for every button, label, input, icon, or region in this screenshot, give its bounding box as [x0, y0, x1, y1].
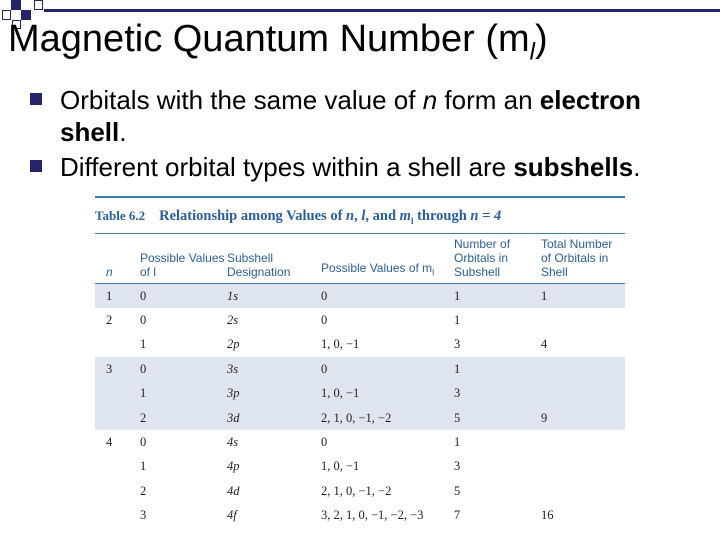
- table-cell: [95, 479, 140, 503]
- table-cell: 1: [140, 382, 227, 406]
- table-cell: 1: [541, 284, 625, 309]
- table-cell: 1: [454, 357, 541, 381]
- table-cell: 1: [95, 284, 140, 309]
- caption-var: l: [361, 208, 366, 224]
- table-cell: 1: [140, 459, 147, 474]
- table-cell: 4: [541, 337, 548, 352]
- bullet-term: electron shell: [60, 85, 641, 147]
- table-row: [95, 406, 625, 430]
- header-n: n: [106, 265, 113, 279]
- table-cell: 0: [140, 357, 227, 381]
- table-cell: 4p: [227, 459, 240, 474]
- caption-text: ,: [354, 208, 362, 224]
- caption-text: Relationship among Values of: [159, 208, 347, 224]
- table-cell: 2, 1, 0, −1, −2: [321, 406, 454, 430]
- caption-sub: l: [410, 215, 414, 226]
- header-ml: Possible Values of $m_l$: [321, 260, 435, 277]
- table-cell: 4d: [227, 483, 240, 498]
- table-cell: [95, 406, 140, 430]
- decorative-square-outline: [34, 0, 43, 10]
- title-text: Magnetic Quantum Number (m: [8, 18, 530, 60]
- table-cell: 1s: [227, 284, 321, 309]
- table-cell: [541, 357, 625, 381]
- table-label: Table 6.2: [95, 208, 146, 223]
- table-cell: 0: [321, 435, 328, 450]
- table-row: [95, 308, 625, 332]
- bullet-text: Different orbital types within a shell are: [60, 152, 514, 182]
- caption-var: m: [399, 208, 411, 224]
- table-row: [95, 357, 625, 381]
- caption-text: , and: [365, 208, 400, 224]
- caption-text: through: [413, 208, 471, 224]
- table-cell: 2, 1, 0, −1, −2: [321, 483, 392, 498]
- table-cell: 2: [140, 483, 147, 498]
- table-cell: 1, 0, −1: [321, 459, 360, 474]
- table-cell: 0: [321, 357, 454, 381]
- table-cell: [541, 308, 625, 332]
- square-bullet-icon: [30, 93, 42, 105]
- table-cell: [541, 382, 625, 406]
- table-cell: [95, 504, 140, 528]
- table-cell: 5: [454, 406, 541, 430]
- table-cell: 1, 0, −1: [321, 382, 454, 406]
- table-header-row: [95, 234, 625, 284]
- bullet-term: subshells: [513, 152, 634, 182]
- table-cell: 7: [454, 508, 461, 523]
- table-cell: [95, 382, 140, 406]
- table-cell: [541, 430, 625, 454]
- header-total: Total Number of Orbitals in Shell: [541, 237, 613, 279]
- table-cell: 2p: [227, 337, 240, 352]
- table-row: [95, 504, 625, 528]
- table-row: [95, 382, 625, 406]
- table-cell: 3p: [227, 382, 321, 406]
- header-subshell: Subshell Designation: [227, 251, 291, 279]
- table-row: [95, 455, 625, 479]
- table-cell: 1: [454, 435, 461, 450]
- slide-title: [8, 14, 548, 78]
- table-cell: 3: [454, 459, 461, 474]
- table-cell: 0: [140, 435, 147, 450]
- bullet-text: .: [119, 117, 127, 147]
- table-cell: 16: [541, 508, 554, 523]
- table-cell: 4f: [227, 508, 237, 523]
- table-cell: 1: [454, 313, 461, 328]
- table-cell: 3: [140, 508, 147, 523]
- title-rule: [44, 9, 720, 12]
- data-table: [95, 234, 625, 528]
- table-row: [95, 430, 625, 454]
- table-cell: 1, 0, −1: [321, 337, 360, 352]
- bullet-item: [30, 151, 700, 183]
- table-cell: 3d: [227, 406, 321, 430]
- orbital-table: [95, 196, 625, 528]
- header-l: Possible Values of l: [140, 251, 225, 279]
- title-subscript: l: [529, 38, 535, 66]
- bullet-text: form an: [437, 85, 540, 115]
- table-cell: 0: [321, 313, 328, 328]
- bullet-variable: n: [422, 85, 438, 115]
- table-cell: 3: [95, 357, 140, 381]
- table-caption: [95, 198, 625, 234]
- table-cell: 4s: [227, 435, 239, 450]
- table-cell: 3: [454, 337, 461, 352]
- table-cell: 3, 2, 1, 0, −1, −2, −3: [321, 508, 424, 523]
- table-cell: 3: [454, 382, 541, 406]
- table-cell: 0: [140, 284, 227, 309]
- table-cell: [541, 455, 625, 479]
- table-cell: 1: [454, 284, 541, 309]
- header-orbitals: Number of Orbitals in Subshell: [454, 237, 511, 279]
- table-cell: [541, 479, 625, 503]
- table-row: [95, 284, 625, 309]
- table-cell: [95, 333, 140, 357]
- table-cell: 0: [321, 284, 454, 309]
- table-row: [95, 333, 625, 357]
- table-cell: 2: [106, 313, 113, 328]
- table-cell: 2: [140, 406, 227, 430]
- bullet-text: .: [633, 152, 641, 182]
- table-cell: 5: [454, 483, 461, 498]
- caption-var: n = 4: [470, 208, 502, 224]
- table-cell: 4: [106, 435, 113, 450]
- table-cell: 3s: [227, 357, 321, 381]
- table-cell: 9: [541, 406, 625, 430]
- bullet-text: Orbitals with the same value of: [60, 85, 423, 115]
- table-cell: 0: [140, 313, 147, 328]
- decorative-square: [11, 0, 21, 10]
- square-bullet-icon: [30, 160, 42, 172]
- caption-var: n: [346, 208, 355, 224]
- bullet-list: [30, 84, 700, 186]
- bullet-item: [30, 84, 700, 148]
- title-close: ): [534, 18, 548, 60]
- table-cell: 2s: [227, 313, 239, 328]
- table-row: [95, 479, 625, 503]
- table-cell: 1: [140, 337, 147, 352]
- table-cell: [95, 455, 140, 479]
